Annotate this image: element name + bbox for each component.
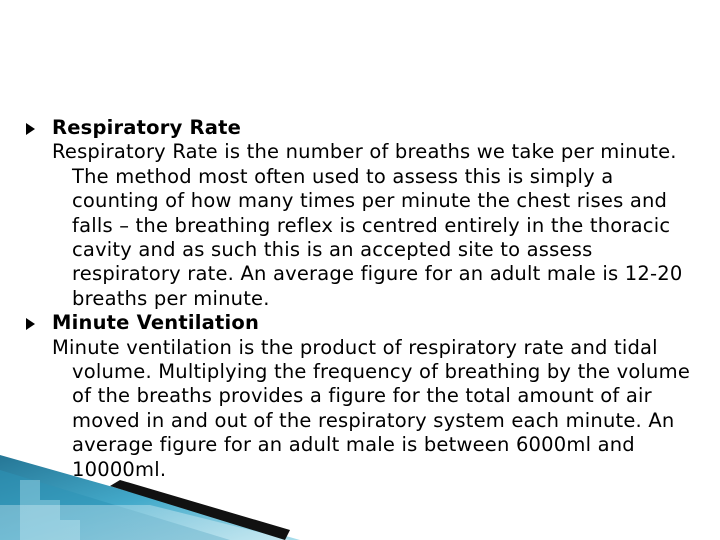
- slide-content: [52, 116, 702, 482]
- bullet-arrow-icon: [26, 318, 35, 330]
- paragraph-minute-ventilation: Minute ventilation is the product of respiratory rate and tidal volume. Multiplying the frequency of breathing by the volume of the breaths provides a figure for the total amount of air moved in and out of the respiratory system each minute. An average figure for an adult male is between 6000ml and 10000ml.: [52, 335, 691, 481]
- heading-respiratory-rate: [52, 116, 702, 140]
- heading-minute-ventilation: [52, 311, 702, 335]
- bullet-arrow-icon: [26, 123, 35, 135]
- paragraph-respiratory-rate: Respiratory Rate is the number of breaths we take per minute. The method most often used to assess this is simply a counting of how many times per minute the chest rises and falls – the breathing reflex is centred entirely in the thoracic cavity and as such this is an accepted site to assess respiratory rate. An average figure for an adult male is 12-20 breaths per minute.: [52, 140, 683, 310]
- heading-text: Minute Ventilation: [52, 311, 260, 335]
- heading-text: Respiratory Rate: [52, 116, 242, 139]
